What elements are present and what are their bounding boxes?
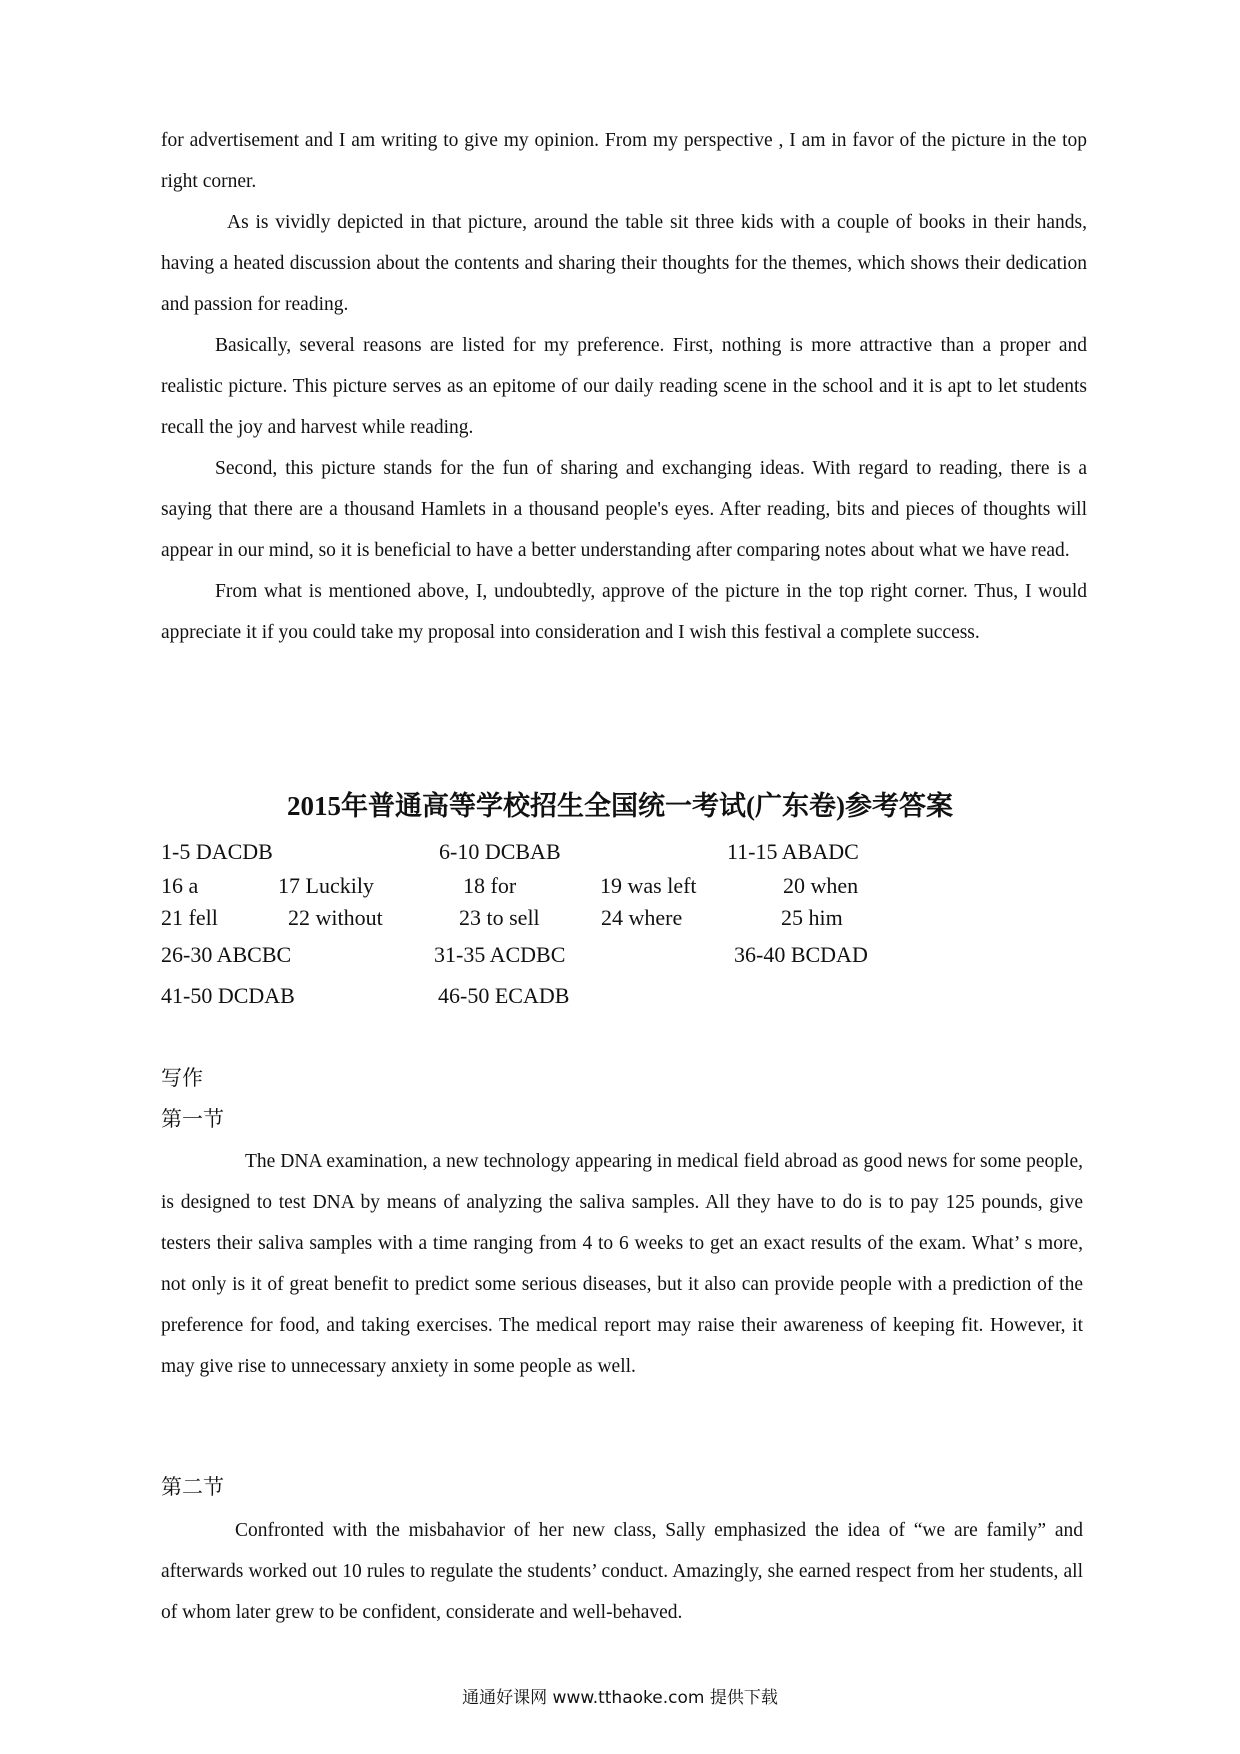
answer-item: 1-5 DACDB [161,839,273,864]
answer-item: 36-40 BCDAD [734,942,868,967]
answer-item: 20 when [783,873,859,898]
answer-item: 11-15 ABADC [727,839,859,864]
essay-paragraph-5: From what is mentioned above, I, undoubtedly, approve of the picture in the top right corner. Thus, I would appreciate it if you could take my proposal into consideration and I wish this festival a complete success. [161,581,1087,643]
section-2-text: Confronted with the misbahavior of her new class, Sally emphasized the idea of “we are family” and afterwards worked out 10 rules to regulate the students’ conduct. Amazingly, she earned respect from her students, all of whom later grew to be confident, considerate and well-behaved. [161,1520,1083,1623]
answer-item: 19 was left [600,873,697,898]
answer-item: 23 to sell [459,905,540,930]
answer-title: 2015年普通高等学校招生全国统一考试(广东卷)参考答案 [287,791,953,821]
answer-item: 21 fell [161,905,218,930]
section-2-heading: 第二节 [161,1475,224,1499]
answer-item: 24 where [601,905,683,930]
answer-item: 22 without [288,905,383,930]
answer-item: 16 a [161,873,199,898]
essay-paragraph-4: Second, this picture stands for the fun of sharing and exchanging ideas. With regard to reading, there is a saying that there are a thousand Hamlets in a thousand people's eyes. After reading, bits and pieces of thoughts will appear in our mind, so it is beneficial to have a better understanding after comparing notes about what we have read. [161,458,1087,561]
section-1-text-block [161,1141,1083,1387]
essay-paragraph-1: for advertisement and I am writing to give my opinion. From my perspective , I am in favor of the picture in the top right corner. [161,130,1087,192]
answer-item: 6-10 DCBAB [439,839,561,864]
answer-item: 18 for [463,873,517,898]
section-1-text: The DNA examination, a new technology appearing in medical field abroad as good news for some people, is designed to test DNA by means of analyzing the saliva samples. All they have to do is to pay 125 pounds, give testers their saliva samples with a time ranging from 4 to 6 weeks to get an exact results of the exam. What’ s more, not only is it of great benefit to predict some serious diseases, but it also can provide people with a prediction of the preference for food, and taking exercises. The medical report may raise their awareness of keeping fit. However, it may give rise to unnecessary anxiety in some people as well. [161,1151,1083,1377]
page-footer: 通通好课网 www.tthaoke.com 提供下载 [462,1688,778,1708]
section-1-heading: 第一节 [161,1107,224,1131]
essay-paragraph-2: As is vividly depicted in that picture, around the table sit three kids with a couple of books in their hands, having a heated discussion about the contents and sharing their thoughts for the themes, which shows their dedication and passion for reading. [161,212,1087,315]
writing-heading: 写作 [161,1066,203,1090]
answer-item: 25 him [781,905,843,930]
answer-item: 41-50 DCDAB [161,983,295,1008]
answer-item: 17 Luckily [278,873,374,898]
essay-paragraph-3: Basically, several reasons are listed for my preference. First, nothing is more attractive than a proper and realistic picture. This picture serves as an epitome of our daily reading scene in the school and it is apt to let students recall the joy and harvest while reading. [161,335,1087,438]
section-2-text-block [161,1510,1083,1633]
answer-item: 46-50 ECADB [438,983,570,1008]
answer-item: 31-35 ACDBC [434,942,566,967]
essay-top [161,120,1087,653]
answer-item: 26-30 ABCBC [161,942,292,967]
